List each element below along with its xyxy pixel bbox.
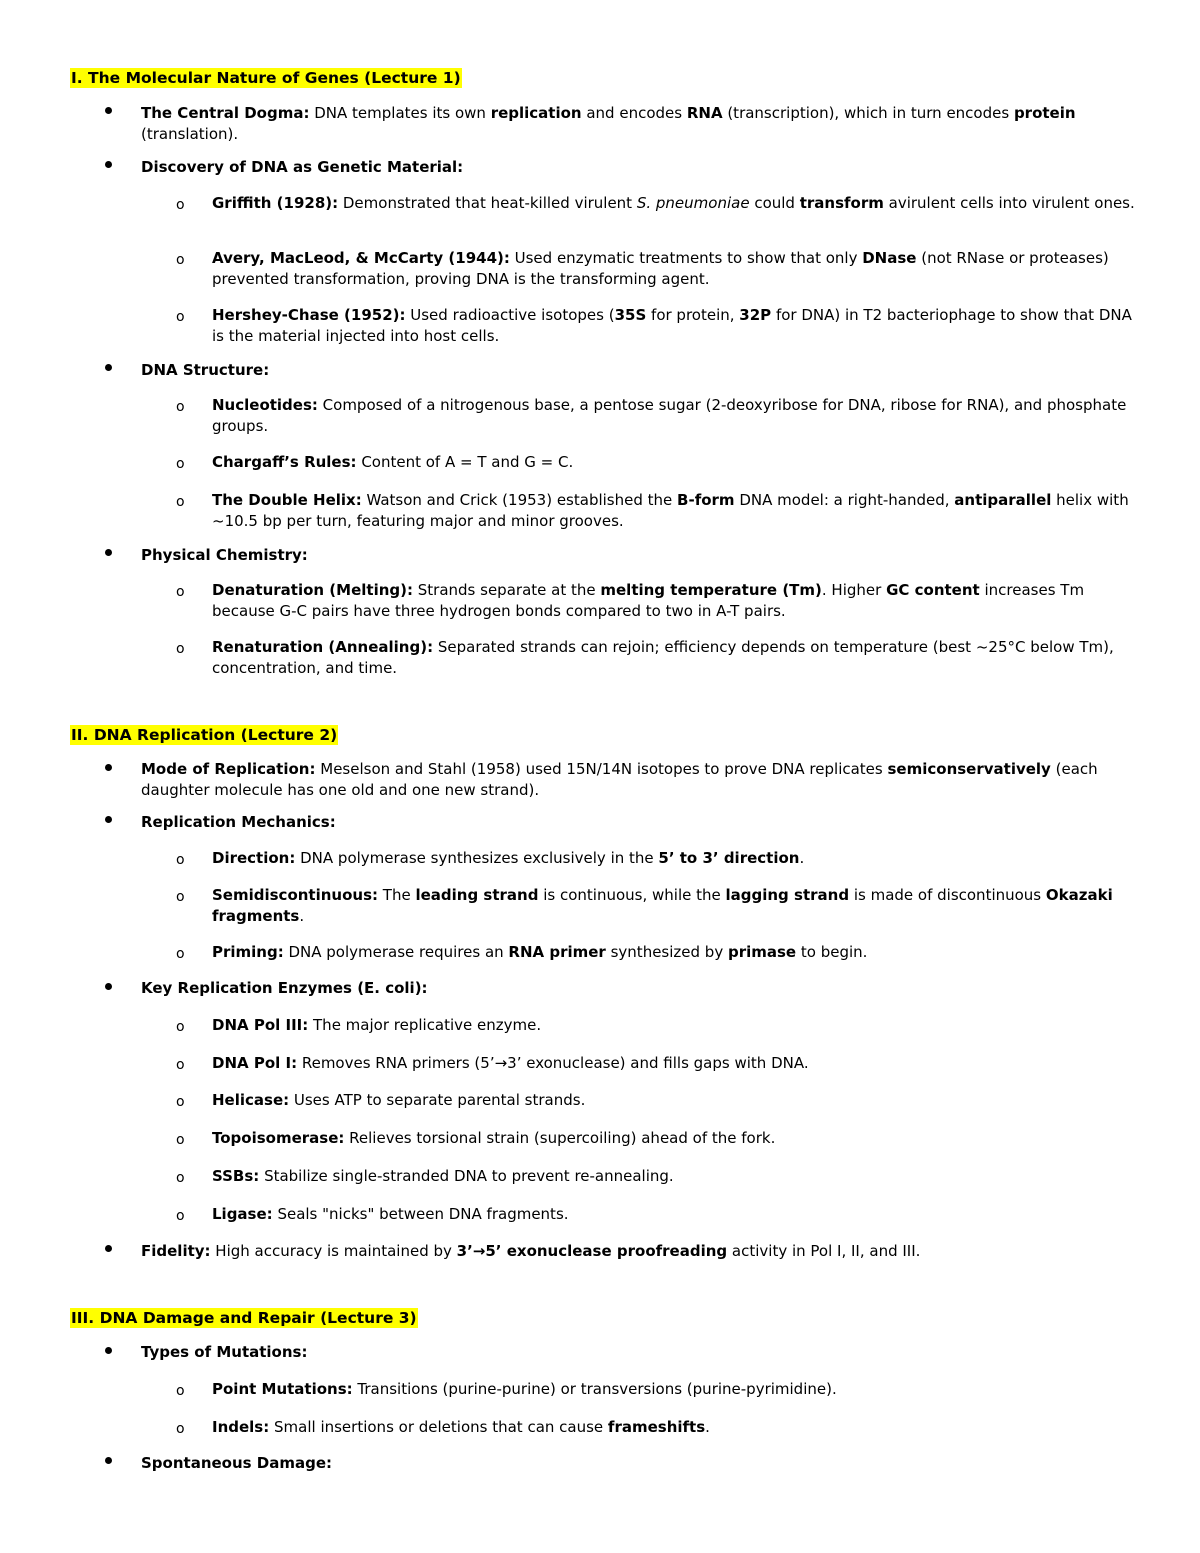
- bold-term: 5’ to 3’ direction: [658, 849, 800, 867]
- list-item: [141, 360, 1141, 381]
- hollow-bullet-icon: o: [176, 1421, 185, 1437]
- list-item: [141, 978, 1141, 999]
- bold-term: Physical Chemistry:: [141, 546, 308, 564]
- bold-term: RNA: [686, 104, 723, 122]
- bold-term: Helicase:: [212, 1091, 290, 1109]
- bold-term: Renaturation (Annealing):: [212, 638, 434, 656]
- italic-term: S. pneumoniae: [636, 194, 750, 212]
- item-text: DNA model: a right-handed,: [734, 491, 955, 509]
- hollow-bullet-icon: o: [176, 252, 185, 268]
- bullet-icon: [105, 983, 112, 990]
- bold-term: 3’→5’ exonuclease proofreading: [456, 1242, 728, 1260]
- item-text: High accuracy is maintained by: [210, 1242, 457, 1260]
- bold-term: Indels:: [212, 1418, 270, 1436]
- bold-term: replication: [490, 104, 582, 122]
- item-text: Separated strands can rejoin; efficiency depends on temperature (best ~25°C below Tm), concentration, and time.: [212, 638, 1114, 677]
- bold-term: 35S: [614, 306, 647, 324]
- bold-term: DNase: [862, 249, 917, 267]
- hollow-bullet-icon: o: [176, 309, 185, 325]
- item-text: Demonstrated that heat-killed virulent: [338, 194, 637, 212]
- item-text: Small insertions or deletions that can cause: [269, 1418, 608, 1436]
- list-item: [212, 637, 1137, 679]
- bold-term: Topoisomerase:: [212, 1129, 345, 1147]
- hollow-bullet-icon: o: [176, 1057, 185, 1073]
- item-text: . Higher: [821, 581, 887, 599]
- item-text: synthesized by: [605, 943, 728, 961]
- list-item: [141, 103, 1141, 145]
- bold-term: The Central Dogma:: [141, 104, 310, 122]
- item-text: Strands separate at the: [413, 581, 601, 599]
- list-item: [212, 452, 1137, 473]
- item-text: .: [299, 907, 305, 925]
- hollow-bullet-icon: o: [176, 494, 185, 510]
- list-item: [212, 1379, 1137, 1400]
- bold-term: primase: [727, 943, 797, 961]
- item-text: Transitions (purine-purine) or transversions (purine-pyrimidine).: [352, 1380, 837, 1398]
- bold-term: Avery, MacLeod, & McCarty (1944):: [212, 249, 510, 267]
- bold-term: Point Mutations:: [212, 1380, 353, 1398]
- list-item: [212, 305, 1137, 347]
- hollow-bullet-icon: o: [176, 1208, 185, 1224]
- bold-term: Direction:: [212, 849, 296, 867]
- item-text: is continuous, while the: [538, 886, 726, 904]
- item-text: (each daughter molecule has one old and one new strand).: [141, 760, 1098, 799]
- item-text: Used enzymatic treatments to show that only: [509, 249, 863, 267]
- item-text: Removes RNA primers (5’→3’ exonuclease) and fills gaps with DNA.: [297, 1054, 809, 1072]
- bold-term: GC content: [886, 581, 980, 599]
- list-item: [141, 759, 1141, 801]
- bold-term: antiparallel: [954, 491, 1052, 509]
- bullet-icon: [105, 764, 112, 771]
- list-item: [141, 1241, 1141, 1262]
- item-text: for DNA) in T2 bacteriophage to show that DNA is the material injected into host cells.: [212, 306, 1132, 345]
- item-text: Relieves torsional strain (supercoiling) ahead of the fork.: [344, 1129, 776, 1147]
- bold-term: Chargaff’s Rules:: [212, 453, 357, 471]
- bullet-icon: [105, 1457, 112, 1464]
- item-text: DNA templates its own: [309, 104, 491, 122]
- hollow-bullet-icon: o: [176, 197, 185, 213]
- hollow-bullet-icon: o: [176, 1019, 185, 1035]
- list-item: [212, 848, 1137, 869]
- item-text: Watson and Crick (1953) established the: [361, 491, 678, 509]
- list-item: [141, 1453, 1141, 1474]
- bold-term: Key Replication Enzymes (E. coli):: [141, 979, 428, 997]
- bold-term: RNA primer: [508, 943, 606, 961]
- bold-term: semiconservatively: [887, 760, 1051, 778]
- section-heading: III. DNA Damage and Repair (Lecture 3): [71, 1309, 417, 1327]
- list-item: [212, 1166, 1137, 1187]
- item-text: DNA polymerase requires an: [283, 943, 509, 961]
- bold-term: SSBs:: [212, 1167, 260, 1185]
- bullet-icon: [105, 364, 112, 371]
- hollow-bullet-icon: o: [176, 1170, 185, 1186]
- bold-term: DNA Structure:: [141, 361, 270, 379]
- bold-term: DNA Pol III:: [212, 1016, 309, 1034]
- list-item: [212, 885, 1137, 927]
- list-item: [212, 580, 1137, 622]
- list-item: [212, 193, 1137, 214]
- list-item: [212, 1128, 1137, 1149]
- hollow-bullet-icon: o: [176, 641, 185, 657]
- list-item: [141, 1342, 1141, 1363]
- bold-term: Hershey-Chase (1952):: [212, 306, 406, 324]
- bold-term: Mode of Replication:: [141, 760, 316, 778]
- bold-term: transform: [799, 194, 884, 212]
- bold-term: Spontaneous Damage:: [141, 1454, 333, 1472]
- item-text: increases Tm because G-C pairs have three hydrogen bonds compared to two in A-T pairs.: [212, 581, 1085, 620]
- bold-term: Griffith (1928):: [212, 194, 339, 212]
- list-item: [212, 1417, 1137, 1438]
- item-text: avirulent cells into virulent ones.: [883, 194, 1135, 212]
- item-text: .: [705, 1418, 710, 1436]
- item-text: Content of A = T and G = C.: [356, 453, 574, 471]
- bold-term: B-form: [677, 491, 735, 509]
- hollow-bullet-icon: o: [176, 456, 185, 472]
- item-text: to begin.: [796, 943, 868, 961]
- bold-term: Nucleotides:: [212, 396, 318, 414]
- list-item: [141, 545, 1141, 566]
- item-text: and encodes: [581, 104, 687, 122]
- item-text: Used radioactive isotopes (: [405, 306, 615, 324]
- bold-term: lagging strand: [725, 886, 850, 904]
- bold-term: DNA Pol I:: [212, 1054, 298, 1072]
- item-text: (transcription), which in turn encodes: [722, 104, 1014, 122]
- list-item: [212, 490, 1137, 532]
- item-text: for protein,: [646, 306, 740, 324]
- hollow-bullet-icon: o: [176, 1132, 185, 1148]
- list-item: [212, 1015, 1137, 1036]
- bold-term: Replication Mechanics:: [141, 813, 336, 831]
- item-text: (translation).: [141, 125, 239, 143]
- bullet-icon: [105, 1347, 112, 1354]
- bold-term: protein: [1013, 104, 1076, 122]
- bold-term: Denaturation (Melting):: [212, 581, 413, 599]
- item-text: Seals "nicks" between DNA fragments.: [272, 1205, 569, 1223]
- list-item: [212, 942, 1137, 963]
- list-item: [141, 812, 1141, 833]
- item-text: Stabilize single-stranded DNA to prevent re-annealing.: [259, 1167, 674, 1185]
- hollow-bullet-icon: o: [176, 1094, 185, 1110]
- section-heading: I. The Molecular Nature of Genes (Lecture 1): [71, 69, 461, 87]
- bullet-icon: [105, 161, 112, 168]
- bullet-icon: [105, 107, 112, 114]
- item-text: Composed of a nitrogenous base, a pentose sugar (2-deoxyribose for DNA, ribose for RNA), and phosphate groups.: [212, 396, 1127, 435]
- hollow-bullet-icon: o: [176, 946, 185, 962]
- list-item: [141, 157, 1141, 178]
- bold-term: 32P: [739, 306, 772, 324]
- list-item: [212, 395, 1137, 437]
- item-text: is made of discontinuous: [849, 886, 1046, 904]
- item-text: could: [749, 194, 800, 212]
- item-text: activity in Pol I, II, and III.: [727, 1242, 921, 1260]
- bold-term: Types of Mutations:: [141, 1343, 308, 1361]
- item-text: Meselson and Stahl (1958) used 15N/14N isotopes to prove DNA replicates: [315, 760, 888, 778]
- item-text: Uses ATP to separate parental strands.: [289, 1091, 586, 1109]
- hollow-bullet-icon: o: [176, 584, 185, 600]
- bold-term: The Double Helix:: [212, 491, 362, 509]
- item-text: The major replicative enzyme.: [308, 1016, 542, 1034]
- bold-term: Discovery of DNA as Genetic Material:: [141, 158, 464, 176]
- bullet-icon: [105, 816, 112, 823]
- list-item: [212, 248, 1137, 290]
- bold-term: Fidelity:: [141, 1242, 211, 1260]
- bullet-icon: [105, 549, 112, 556]
- bold-term: frameshifts: [607, 1418, 706, 1436]
- bold-term: Semidiscontinuous:: [212, 886, 379, 904]
- list-item: [212, 1204, 1137, 1225]
- list-item: [212, 1053, 1137, 1074]
- bullet-icon: [105, 1245, 112, 1252]
- list-item: [212, 1090, 1137, 1111]
- bold-term: melting temperature (Tm): [600, 581, 822, 599]
- hollow-bullet-icon: o: [176, 1383, 185, 1399]
- bold-term: Okazaki fragments: [212, 886, 1113, 925]
- item-text: The: [378, 886, 416, 904]
- item-text: .: [799, 849, 805, 867]
- hollow-bullet-icon: o: [176, 399, 185, 415]
- item-text: helix with ~10.5 bp per turn, featuring major and minor grooves.: [212, 491, 1129, 530]
- bold-term: leading strand: [415, 886, 539, 904]
- hollow-bullet-icon: o: [176, 889, 185, 905]
- section-heading: II. DNA Replication (Lecture 2): [71, 726, 338, 744]
- item-text: (not RNase or proteases) prevented transformation, proving DNA is the transforming agent.: [212, 249, 1109, 288]
- item-text: DNA polymerase synthesizes exclusively in the: [295, 849, 659, 867]
- bold-term: Ligase:: [212, 1205, 273, 1223]
- bold-term: Priming:: [212, 943, 284, 961]
- hollow-bullet-icon: o: [176, 852, 185, 868]
